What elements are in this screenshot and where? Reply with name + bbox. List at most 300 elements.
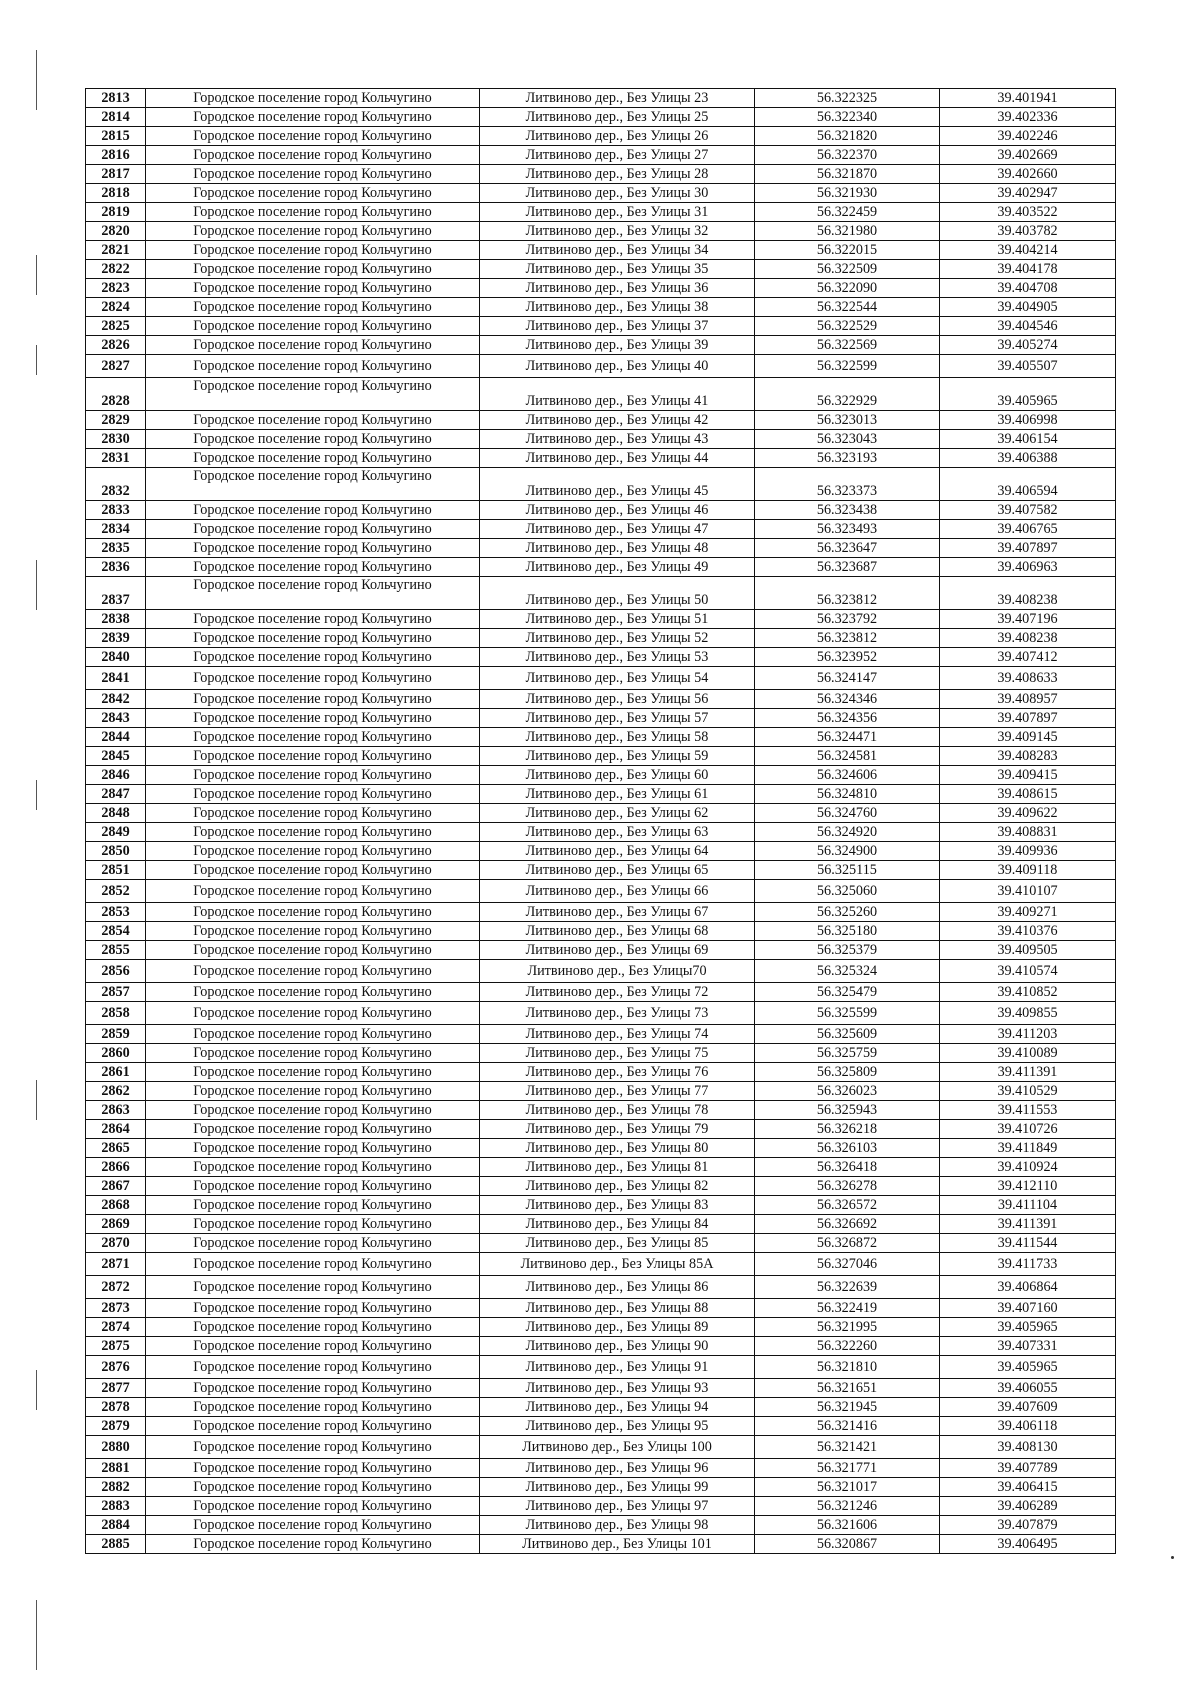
table-row (86, 842, 1116, 861)
table-row (86, 449, 1116, 468)
latitude-cell: 56.325479 (755, 983, 940, 1002)
latitude-cell: 56.325943 (755, 1101, 940, 1120)
row-number: 2856 (86, 960, 146, 983)
longitude-cell: 39.406864 (940, 1276, 1116, 1299)
settlement-cell: Городское поселение город Кольчугино (146, 1398, 480, 1417)
scan-speck (1171, 1556, 1174, 1559)
latitude-cell: 56.322325 (755, 89, 940, 108)
row-number: 2830 (86, 430, 146, 449)
longitude-cell: 39.408283 (940, 747, 1116, 766)
row-number: 2846 (86, 766, 146, 785)
address-cell: Литвиново дер., Без Улицы 23 (480, 89, 755, 108)
settlement-cell: Городское поселение город Кольчугино (146, 983, 480, 1002)
longitude-cell: 39.407160 (940, 1299, 1116, 1318)
row-number: 2878 (86, 1398, 146, 1417)
row-number: 2851 (86, 861, 146, 880)
row-number: 2813 (86, 89, 146, 108)
table-row (86, 430, 1116, 449)
row-number: 2836 (86, 558, 146, 577)
address-cell: Литвиново дер., Без Улицы 68 (480, 922, 755, 941)
row-number: 2827 (86, 355, 146, 378)
settlement-cell: Городское поселение город Кольчугино (146, 1535, 480, 1554)
table-row (86, 1234, 1116, 1253)
table-row (86, 260, 1116, 279)
longitude-cell: 39.407582 (940, 501, 1116, 520)
latitude-cell: 56.325115 (755, 861, 940, 880)
address-cell: Литвиново дер., Без Улицы 82 (480, 1177, 755, 1196)
longitude-cell: 39.405965 (940, 378, 1116, 411)
table-row (86, 747, 1116, 766)
latitude-cell: 56.325379 (755, 941, 940, 960)
table-row (86, 468, 1116, 501)
address-cell: Литвиново дер., Без Улицы 49 (480, 558, 755, 577)
table-row (86, 1063, 1116, 1082)
address-cell: Литвиново дер., Без Улицы 48 (480, 539, 755, 558)
address-cell: Литвиново дер., Без Улицы 75 (480, 1044, 755, 1063)
settlement-cell: Городское поселение город Кольчугино (146, 728, 480, 747)
address-cell: Литвиново дер., Без Улицы 96 (480, 1459, 755, 1478)
table-row (86, 184, 1116, 203)
row-number: 2834 (86, 520, 146, 539)
settlement-cell: Городское поселение город Кольчугино (146, 1177, 480, 1196)
address-cell: Литвиново дер., Без Улицы 81 (480, 1158, 755, 1177)
settlement-cell: Городское поселение город Кольчугино (146, 222, 480, 241)
row-number: 2818 (86, 184, 146, 203)
row-number: 2842 (86, 690, 146, 709)
table-row (86, 1253, 1116, 1276)
longitude-cell: 39.411733 (940, 1253, 1116, 1276)
longitude-cell: 39.401941 (940, 89, 1116, 108)
address-cell: Литвиново дер., Без Улицы 61 (480, 785, 755, 804)
latitude-cell: 56.324581 (755, 747, 940, 766)
table-row (86, 1139, 1116, 1158)
table-row (86, 1044, 1116, 1063)
latitude-cell: 56.323493 (755, 520, 940, 539)
settlement-cell: Городское поселение город Кольчугино (146, 1459, 480, 1478)
latitude-cell: 56.324346 (755, 690, 940, 709)
row-number: 2832 (86, 468, 146, 501)
settlement-cell: Городское поселение город Кольчугино (146, 785, 480, 804)
longitude-cell: 39.408831 (940, 823, 1116, 842)
row-number: 2875 (86, 1337, 146, 1356)
latitude-cell: 56.322340 (755, 108, 940, 127)
table-row (86, 1002, 1116, 1025)
latitude-cell: 56.322569 (755, 336, 940, 355)
row-number: 2858 (86, 1002, 146, 1025)
table-row (86, 165, 1116, 184)
settlement-cell: Городское поселение город Кольчугино (146, 960, 480, 983)
address-cell: Литвиново дер., Без Улицы 47 (480, 520, 755, 539)
latitude-cell: 56.324760 (755, 804, 940, 823)
address-cell: Литвиново дер., Без Улицы 73 (480, 1002, 755, 1025)
address-cell: Литвиново дер., Без Улицы 56 (480, 690, 755, 709)
latitude-cell: 56.323373 (755, 468, 940, 501)
latitude-cell: 56.325759 (755, 1044, 940, 1063)
latitude-cell: 56.326872 (755, 1234, 940, 1253)
table-row (86, 298, 1116, 317)
row-number: 2845 (86, 747, 146, 766)
longitude-cell: 39.406963 (940, 558, 1116, 577)
table-row (86, 690, 1116, 709)
row-number: 2817 (86, 165, 146, 184)
table-row (86, 960, 1116, 983)
latitude-cell: 56.322509 (755, 260, 940, 279)
address-cell: Литвиново дер., Без Улицы 84 (480, 1215, 755, 1234)
longitude-cell: 39.406388 (940, 449, 1116, 468)
longitude-cell: 39.407331 (940, 1337, 1116, 1356)
row-number: 2884 (86, 1516, 146, 1535)
row-number: 2869 (86, 1215, 146, 1234)
settlement-cell: Городское поселение город Кольчугино (146, 558, 480, 577)
row-number: 2880 (86, 1436, 146, 1459)
row-number: 2826 (86, 336, 146, 355)
latitude-cell: 56.323812 (755, 577, 940, 610)
row-number: 2874 (86, 1318, 146, 1337)
row-number: 2873 (86, 1299, 146, 1318)
row-number: 2883 (86, 1497, 146, 1516)
longitude-cell: 39.409505 (940, 941, 1116, 960)
longitude-cell: 39.410376 (940, 922, 1116, 941)
table-row (86, 1101, 1116, 1120)
longitude-cell: 39.402336 (940, 108, 1116, 127)
longitude-cell: 39.407412 (940, 648, 1116, 667)
address-cell: Литвиново дер., Без Улицы 91 (480, 1356, 755, 1379)
longitude-cell: 39.409936 (940, 842, 1116, 861)
table-row (86, 1398, 1116, 1417)
row-number: 2822 (86, 260, 146, 279)
table-row (86, 1082, 1116, 1101)
longitude-cell: 39.402660 (940, 165, 1116, 184)
settlement-cell: Городское поселение город Кольчугино (146, 629, 480, 648)
address-cell: Литвиново дер., Без Улицы 64 (480, 842, 755, 861)
address-cell: Литвиново дер., Без Улицы 77 (480, 1082, 755, 1101)
row-number: 2816 (86, 146, 146, 165)
table-row (86, 108, 1116, 127)
settlement-cell: Городское поселение город Кольчугино (146, 1101, 480, 1120)
longitude-cell: 39.410852 (940, 983, 1116, 1002)
latitude-cell: 56.326418 (755, 1158, 940, 1177)
table-row (86, 1459, 1116, 1478)
address-cell: Литвиново дер., Без Улицы 35 (480, 260, 755, 279)
settlement-cell: Городское поселение город Кольчугино (146, 89, 480, 108)
settlement-cell: Городское поселение город Кольчугино (146, 449, 480, 468)
table-row (86, 577, 1116, 610)
address-cell: Литвиново дер., Без Улицы 99 (480, 1478, 755, 1497)
settlement-cell: Городское поселение город Кольчугино (146, 1120, 480, 1139)
settlement-cell: Городское поселение город Кольчугино (146, 1497, 480, 1516)
latitude-cell: 56.322015 (755, 241, 940, 260)
longitude-cell: 39.405965 (940, 1356, 1116, 1379)
latitude-cell: 56.325324 (755, 960, 940, 983)
latitude-cell: 56.321651 (755, 1379, 940, 1398)
latitude-cell: 56.325180 (755, 922, 940, 941)
address-cell: Литвиново дер., Без Улицы 85 (480, 1234, 755, 1253)
row-number: 2853 (86, 903, 146, 922)
settlement-cell: Городское поселение город Кольчугино (146, 880, 480, 903)
table-row (86, 861, 1116, 880)
address-cell: Литвиново дер., Без Улицы 62 (480, 804, 755, 823)
row-number: 2854 (86, 922, 146, 941)
settlement-cell: Городское поселение город Кольчугино (146, 520, 480, 539)
settlement-cell: Городское поселение город Кольчугино (146, 1276, 480, 1299)
settlement-cell: Городское поселение город Кольчугино (146, 861, 480, 880)
longitude-cell: 39.411849 (940, 1139, 1116, 1158)
longitude-cell: 39.404546 (940, 317, 1116, 336)
address-cell: Литвиново дер., Без Улицы 36 (480, 279, 755, 298)
address-cell: Литвиново дер., Без Улицы 83 (480, 1196, 755, 1215)
settlement-cell: Городское поселение город Кольчугино (146, 1196, 480, 1215)
latitude-cell: 56.326103 (755, 1139, 940, 1158)
row-number: 2824 (86, 298, 146, 317)
address-cell: Литвиново дер., Без Улицы 93 (480, 1379, 755, 1398)
row-number: 2865 (86, 1139, 146, 1158)
settlement-cell: Городское поселение город Кольчугино (146, 1158, 480, 1177)
latitude-cell: 56.325809 (755, 1063, 940, 1082)
latitude-cell: 56.324920 (755, 823, 940, 842)
longitude-cell: 39.410924 (940, 1158, 1116, 1177)
table-row (86, 667, 1116, 690)
table-row (86, 648, 1116, 667)
longitude-cell: 39.409118 (940, 861, 1116, 880)
latitude-cell: 56.322260 (755, 1337, 940, 1356)
longitude-cell: 39.409622 (940, 804, 1116, 823)
settlement-cell: Городское поселение город Кольчугино (146, 1436, 480, 1459)
address-cell: Литвиново дер., Без Улицы 95 (480, 1417, 755, 1436)
settlement-cell: Городское поселение город Кольчугино (146, 241, 480, 260)
settlement-cell: Городское поселение город Кольчугино (146, 1356, 480, 1379)
row-number: 2850 (86, 842, 146, 861)
latitude-cell: 56.321421 (755, 1436, 940, 1459)
settlement-cell: Городское поселение город Кольчугино (146, 1063, 480, 1082)
settlement-cell: Городское поселение город Кольчугино (146, 804, 480, 823)
table-row (86, 1436, 1116, 1459)
row-number: 2872 (86, 1276, 146, 1299)
latitude-cell: 56.323193 (755, 449, 940, 468)
longitude-cell: 39.407789 (940, 1459, 1116, 1478)
settlement-cell: Городское поселение город Кольчугино (146, 1379, 480, 1398)
latitude-cell: 56.324900 (755, 842, 940, 861)
table-row (86, 1196, 1116, 1215)
longitude-cell: 39.407897 (940, 539, 1116, 558)
row-number: 2839 (86, 629, 146, 648)
latitude-cell: 56.320867 (755, 1535, 940, 1554)
settlement-cell: Городское поселение город Кольчугино (146, 690, 480, 709)
table-row (86, 355, 1116, 378)
address-cell: Литвиново дер., Без Улицы 31 (480, 203, 755, 222)
longitude-cell: 39.411553 (940, 1101, 1116, 1120)
latitude-cell: 56.321771 (755, 1459, 940, 1478)
latitude-cell: 56.326278 (755, 1177, 940, 1196)
row-number: 2831 (86, 449, 146, 468)
longitude-cell: 39.405965 (940, 1318, 1116, 1337)
latitude-cell: 56.321945 (755, 1398, 940, 1417)
longitude-cell: 39.408130 (940, 1436, 1116, 1459)
latitude-cell: 56.322929 (755, 378, 940, 411)
longitude-cell: 39.403782 (940, 222, 1116, 241)
address-cell: Литвиново дер., Без Улицы 41 (480, 378, 755, 411)
table-row (86, 241, 1116, 260)
settlement-cell: Городское поселение город Кольчугино (146, 747, 480, 766)
latitude-cell: 56.322370 (755, 146, 940, 165)
longitude-cell: 39.406118 (940, 1417, 1116, 1436)
settlement-cell: Городское поселение город Кольчугино (146, 184, 480, 203)
settlement-cell: Городское поселение город Кольчугино (146, 501, 480, 520)
address-cell: Литвиново дер., Без Улицы 38 (480, 298, 755, 317)
settlement-cell: Городское поселение город Кольчугино (146, 108, 480, 127)
address-cell: Литвиново дер., Без Улицы 40 (480, 355, 755, 378)
address-cell: Литвиново дер., Без Улицы 57 (480, 709, 755, 728)
address-cell: Литвиново дер., Без Улицы 27 (480, 146, 755, 165)
latitude-cell: 56.324356 (755, 709, 940, 728)
latitude-cell: 56.327046 (755, 1253, 940, 1276)
coordinates-table (85, 88, 1116, 1554)
table-row (86, 1120, 1116, 1139)
latitude-cell: 56.326692 (755, 1215, 940, 1234)
longitude-cell: 39.404178 (940, 260, 1116, 279)
row-number: 2815 (86, 127, 146, 146)
row-number: 2835 (86, 539, 146, 558)
row-number: 2821 (86, 241, 146, 260)
table-row (86, 1535, 1116, 1554)
address-cell: Литвиново дер., Без Улицы 72 (480, 983, 755, 1002)
settlement-cell: Городское поселение город Кольчугино (146, 1215, 480, 1234)
longitude-cell: 39.410726 (940, 1120, 1116, 1139)
table-row (86, 127, 1116, 146)
longitude-cell: 39.410107 (940, 880, 1116, 903)
table-row (86, 411, 1116, 430)
latitude-cell: 56.322090 (755, 279, 940, 298)
row-number: 2840 (86, 648, 146, 667)
row-number: 2849 (86, 823, 146, 842)
longitude-cell: 39.408957 (940, 690, 1116, 709)
row-number: 2833 (86, 501, 146, 520)
row-number: 2862 (86, 1082, 146, 1101)
latitude-cell: 56.323812 (755, 629, 940, 648)
longitude-cell: 39.409271 (940, 903, 1116, 922)
longitude-cell: 39.406415 (940, 1478, 1116, 1497)
row-number: 2885 (86, 1535, 146, 1554)
settlement-cell: Городское поселение город Кольчугино (146, 842, 480, 861)
settlement-cell: Городское поселение город Кольчугино (146, 1337, 480, 1356)
address-cell: Литвиново дер., Без Улицы 65 (480, 861, 755, 880)
address-cell: Литвиново дер., Без Улицы 80 (480, 1139, 755, 1158)
row-number: 2825 (86, 317, 146, 336)
table-row (86, 1478, 1116, 1497)
longitude-cell: 39.404214 (940, 241, 1116, 260)
settlement-cell: Городское поселение город Кольчугино (146, 165, 480, 184)
address-cell: Литвиново дер., Без Улицы 53 (480, 648, 755, 667)
address-cell: Литвиново дер., Без Улицы 58 (480, 728, 755, 747)
longitude-cell: 39.411544 (940, 1234, 1116, 1253)
row-number: 2871 (86, 1253, 146, 1276)
row-number: 2828 (86, 378, 146, 411)
longitude-cell: 39.406765 (940, 520, 1116, 539)
row-number: 2838 (86, 610, 146, 629)
longitude-cell: 39.402947 (940, 184, 1116, 203)
settlement-cell: Городское поселение город Кольчугино (146, 298, 480, 317)
row-number: 2877 (86, 1379, 146, 1398)
longitude-cell: 39.407196 (940, 610, 1116, 629)
latitude-cell: 56.325599 (755, 1002, 940, 1025)
settlement-cell: Городское поселение город Кольчугино (146, 766, 480, 785)
address-cell: Литвиново дер., Без Улицы 60 (480, 766, 755, 785)
address-cell: Литвиново дер., Без Улицы 69 (480, 941, 755, 960)
settlement-cell: Городское поселение город Кольчугино (146, 1139, 480, 1158)
latitude-cell: 56.322529 (755, 317, 940, 336)
table-row (86, 1299, 1116, 1318)
table-row (86, 709, 1116, 728)
table-row (86, 1417, 1116, 1436)
longitude-cell: 39.409145 (940, 728, 1116, 747)
longitude-cell: 39.411203 (940, 1025, 1116, 1044)
table-row (86, 558, 1116, 577)
longitude-cell: 39.411391 (940, 1063, 1116, 1082)
address-cell: Литвиново дер., Без Улицы 97 (480, 1497, 755, 1516)
address-cell: Литвиново дер., Без Улицы 39 (480, 336, 755, 355)
address-cell: Литвиново дер., Без Улицы 46 (480, 501, 755, 520)
table-row (86, 983, 1116, 1002)
settlement-cell: Городское поселение город Кольчугино (146, 610, 480, 629)
settlement-cell: Городское поселение город Кольчугино (146, 941, 480, 960)
address-cell: Литвиново дер., Без Улицы 52 (480, 629, 755, 648)
settlement-cell: Городское поселение город Кольчугино (146, 648, 480, 667)
table-row (86, 222, 1116, 241)
address-cell: Литвиново дер., Без Улицы 89 (480, 1318, 755, 1337)
latitude-cell: 56.321810 (755, 1356, 940, 1379)
latitude-cell: 56.324471 (755, 728, 940, 747)
address-cell: Литвиново дер., Без Улицы 100 (480, 1436, 755, 1459)
longitude-cell: 39.403522 (940, 203, 1116, 222)
latitude-cell: 56.321246 (755, 1497, 940, 1516)
longitude-cell: 39.404708 (940, 279, 1116, 298)
longitude-cell: 39.407897 (940, 709, 1116, 728)
settlement-cell: Городское поселение город Кольчугино (146, 378, 480, 411)
settlement-cell: Городское поселение город Кольчугино (146, 1002, 480, 1025)
table-row (86, 1516, 1116, 1535)
settlement-cell: Городское поселение город Кольчугино (146, 1516, 480, 1535)
longitude-cell: 39.408633 (940, 667, 1116, 690)
address-cell: Литвиново дер., Без Улицы 54 (480, 667, 755, 690)
settlement-cell: Городское поселение город Кольчугино (146, 1044, 480, 1063)
row-number: 2861 (86, 1063, 146, 1082)
row-number: 2841 (86, 667, 146, 690)
settlement-cell: Городское поселение город Кольчугино (146, 1025, 480, 1044)
settlement-cell: Городское поселение город Кольчугино (146, 411, 480, 430)
latitude-cell: 56.321930 (755, 184, 940, 203)
row-number: 2870 (86, 1234, 146, 1253)
address-cell: Литвиново дер., Без Улицы 45 (480, 468, 755, 501)
latitude-cell: 56.325060 (755, 880, 940, 903)
longitude-cell: 39.406055 (940, 1379, 1116, 1398)
longitude-cell: 39.407609 (940, 1398, 1116, 1417)
address-cell: Литвиново дер., Без Улицы 76 (480, 1063, 755, 1082)
settlement-cell: Городское поселение город Кольчугино (146, 1234, 480, 1253)
table-row (86, 378, 1116, 411)
settlement-cell: Городское поселение город Кольчугино (146, 577, 480, 610)
settlement-cell: Городское поселение город Кольчугино (146, 539, 480, 558)
table-row (86, 766, 1116, 785)
longitude-cell: 39.405274 (940, 336, 1116, 355)
settlement-cell: Городское поселение город Кольчугино (146, 1417, 480, 1436)
row-number: 2829 (86, 411, 146, 430)
table-row (86, 1497, 1116, 1516)
row-number: 2859 (86, 1025, 146, 1044)
address-cell: Литвиново дер., Без Улицы 34 (480, 241, 755, 260)
latitude-cell: 56.322419 (755, 1299, 940, 1318)
latitude-cell: 56.322599 (755, 355, 940, 378)
row-number: 2876 (86, 1356, 146, 1379)
latitude-cell: 56.325260 (755, 903, 940, 922)
